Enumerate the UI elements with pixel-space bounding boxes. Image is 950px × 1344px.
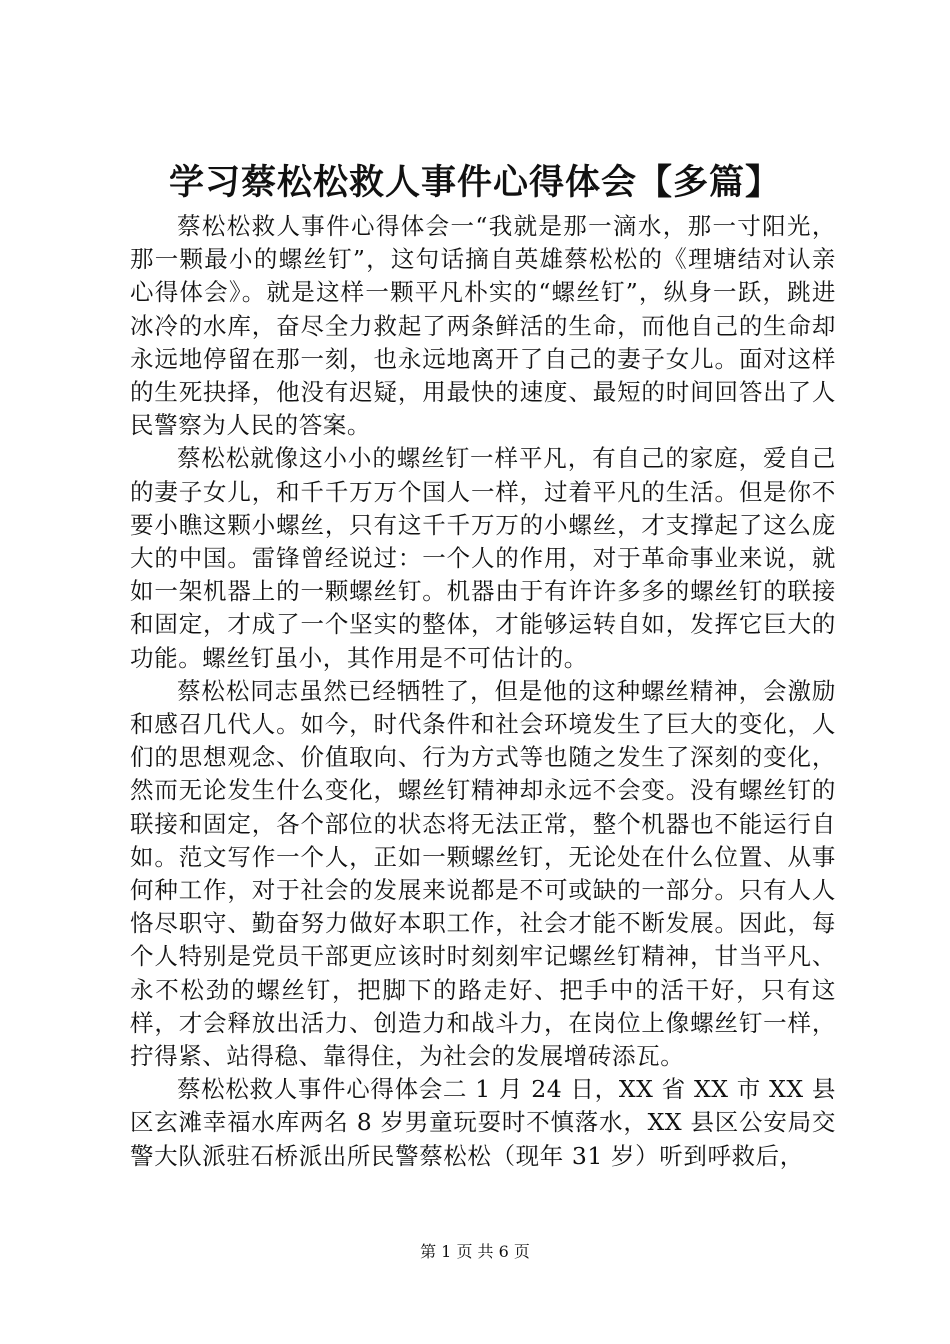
- document-body: [130, 210, 836, 1173]
- paragraph-2: 蔡松松就像这小小的螺丝钉一样平凡，有自己的家庭，爱自己的妻子女儿，和千千万万个国人一样，过着平凡的生活。但是你不要小瞧这颗小螺丝，只有这千千万万的小螺丝，才支撑起了这么庞大的中国。雷锋曾经说过：一个人的作用，对于革命事业来说，就如一架机器上的一颗螺丝钉。机器由于有许许多多的螺丝钉的联接和固定，才成了一个坚实的整体，才能够运转自如，发挥它巨大的功能。螺丝钉虽小，其作用是不可估计的。: [130, 444, 836, 672]
- paragraph-4: 蔡松松救人事件心得体会二 1 月 24 日，XX 省 XX 市 XX 县区玄滩幸福水库两名 8 岁男童玩耍时不慎落水，XX 县区公安局交警大队派驻石桥派出所民警蔡松松（现年 31 岁）听到呼救后，: [130, 1075, 836, 1170]
- document-title: 学习蔡松松救人事件心得体会【多篇】: [168, 162, 781, 203]
- page-number-footer: 第 1 页 共 6 页: [420, 1242, 530, 1261]
- paragraph-3: 蔡松松同志虽然已经牺牲了，但是他的这种螺丝精神，会激励和感召几代人。如今，时代条件和社会环境发生了巨大的变化，人们的思想观念、价值取向、行为方式等也随之发生了深刻的变化，然而无论发生什么变化，螺丝钉精神却永远不会变。没有螺丝钉的联接和固定，各个部位的状态将无法正常，整个机器也不能运行自如。范文写作一个人，正如一颗螺丝钉，无论处在什么位置、从事何种工作，对于社会的发展来说都是不可或缺的一部分。只有人人恪尽职守、勤奋努力做好本职工作，社会才能不断发展。因此，每个人特别是党员干部更应该时时刻刻牢记螺丝钉精神，甘当平凡、永不松劲的螺丝钉，把脚下的路走好、把手中的活干好，只有这样，才会释放出活力、创造力和战斗力，在岗位上像螺丝钉一样，拧得紧、站得稳、靠得住，为社会的发展增砖添瓦。: [130, 676, 836, 1071]
- paragraph-1: 蔡松松救人事件心得体会一“我就是那一滴水，那一寸阳光，那一颗最小的螺丝钉”，这句话摘自英雄蔡松松的《理塘结对认亲心得体会》。就是这样一颗平凡朴实的“螺丝钉”，纵身一跃，跳进冰冷的水库，奋尽全力救起了两条鲜活的生命，而他自己的生命却永远地停留在那一刻，也永远地离开了自己的妻子女儿。面对这样的生死抉择，他没有迟疑，用最快的速度、最短的时间回答出了人民警察为人民的答案。: [130, 212, 836, 440]
